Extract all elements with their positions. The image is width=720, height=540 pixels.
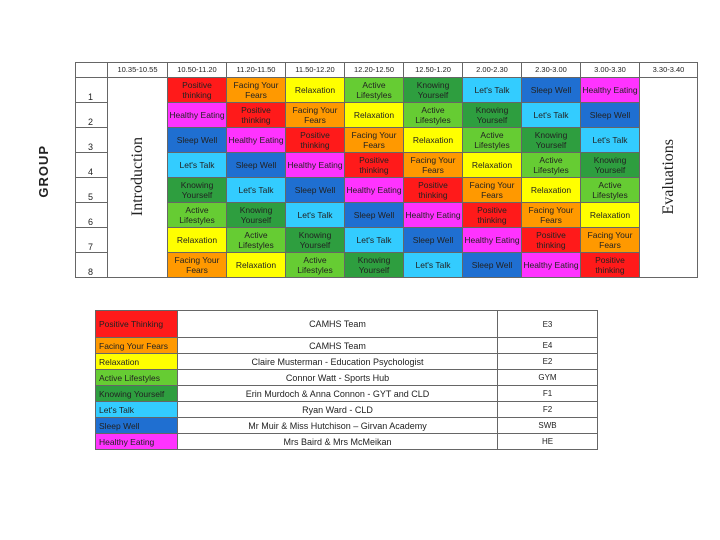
legend-room: HE [498,434,598,450]
legend-provider: Claire Musterman - Education Psychologist [178,354,498,370]
session-cell: Healthy Eating [345,178,404,203]
session-cell: Knowing Yourself [286,228,345,253]
time-slot-header: 10.50-11.20 [168,63,227,78]
session-cell: Positive thinking [345,153,404,178]
session-cell: Facing Your Fears [345,128,404,153]
legend-session-swatch: Active Lifestyles [96,370,178,386]
legend-session-swatch: Positive Thinking [96,311,178,338]
legend-room: E3 [498,311,598,338]
session-cell: Let's Talk [581,128,640,153]
session-cell: Facing Your Fears [522,203,581,228]
session-cell: Active Lifestyles [345,78,404,103]
group-row [76,178,698,203]
legend-provider: Connor Watt - Sports Hub [178,370,498,386]
session-cell: Healthy Eating [168,103,227,128]
session-cell: Knowing Yourself [345,253,404,278]
session-cell: Healthy Eating [404,203,463,228]
header-blank-cell [76,63,108,78]
legend-room: E4 [498,338,598,354]
session-cell: Relaxation [345,103,404,128]
group-row [76,203,698,228]
group-number: 8 [76,253,108,278]
session-cell: Relaxation [227,253,286,278]
evaluations-cell [640,78,698,278]
session-cell: Active Lifestyles [168,203,227,228]
legend-room: F2 [498,402,598,418]
session-cell: Facing Your Fears [463,178,522,203]
session-cell: Knowing Yourself [227,203,286,228]
session-cell: Facing Your Fears [168,253,227,278]
legend-session-swatch: Let's Talk [96,402,178,418]
session-cell: Relaxation [404,128,463,153]
legend-room: SWB [498,418,598,434]
session-cell: Sleep Well [581,103,640,128]
session-cell: Let's Talk [522,103,581,128]
group-row [76,228,698,253]
time-slot-header: 3.00-3.30 [581,63,640,78]
group-row [76,103,698,128]
session-cell: Facing Your Fears [404,153,463,178]
session-cell: Active Lifestyles [463,128,522,153]
session-cell: Let's Talk [168,153,227,178]
session-cell: Healthy Eating [227,128,286,153]
group-row [76,78,698,103]
group-number: 3 [76,128,108,153]
session-cell: Healthy Eating [581,78,640,103]
session-cell: Healthy Eating [463,228,522,253]
schedule-table [75,62,698,278]
legend-provider: CAMHS Team [178,311,498,338]
session-cell: Facing Your Fears [581,228,640,253]
group-number: 5 [76,178,108,203]
group-row [76,128,698,153]
group-axis-label: GROUP [36,145,51,198]
session-legend-table [95,310,598,450]
session-cell: Knowing Yourself [581,153,640,178]
legend-row [96,311,598,338]
introduction-label: Introduction [128,136,146,217]
group-number: 4 [76,153,108,178]
legend-provider: Erin Murdoch & Anna Connon - GYT and CLD [178,386,498,402]
legend-provider: CAMHS Team [178,338,498,354]
time-slot-header: 10.35-10.55 [108,63,168,78]
legend-provider: Mr Muir & Miss Hutchison – Girvan Academy [178,418,498,434]
legend-row [96,434,598,450]
legend-room: E2 [498,354,598,370]
session-cell: Let's Talk [227,178,286,203]
session-cell: Relaxation [286,78,345,103]
group-number: 6 [76,203,108,228]
group-row [76,153,698,178]
session-cell: Active Lifestyles [227,228,286,253]
time-slot-header: 2.00-2.30 [463,63,522,78]
session-cell: Healthy Eating [286,153,345,178]
time-slot-header: 3.30-3.40 [640,63,698,78]
legend-row [96,402,598,418]
group-row [76,253,698,278]
time-slot-header: 11.50-12.20 [286,63,345,78]
group-number: 1 [76,78,108,103]
session-cell: Positive thinking [227,103,286,128]
session-cell: Healthy Eating [522,253,581,278]
legend-session-swatch: Sleep Well [96,418,178,434]
group-number: 7 [76,228,108,253]
session-cell: Active Lifestyles [404,103,463,128]
time-slot-header: 12.20-12.50 [345,63,404,78]
session-cell: Knowing Yourself [522,128,581,153]
session-cell: Knowing Yourself [463,103,522,128]
group-number: 2 [76,103,108,128]
session-cell: Active Lifestyles [286,253,345,278]
legend-row [96,386,598,402]
time-slot-header: 12.50-1.20 [404,63,463,78]
legend-provider: Ryan Ward - CLD [178,402,498,418]
legend-row [96,354,598,370]
session-cell: Positive thinking [404,178,463,203]
legend-session-swatch: Facing Your Fears [96,338,178,354]
legend-row [96,370,598,386]
session-cell: Sleep Well [522,78,581,103]
session-cell: Sleep Well [463,253,522,278]
session-cell: Relaxation [581,203,640,228]
legend-row [96,338,598,354]
session-cell: Positive thinking [581,253,640,278]
session-cell: Active Lifestyles [581,178,640,203]
session-cell: Sleep Well [345,203,404,228]
session-cell: Sleep Well [286,178,345,203]
time-slot-header: 2.30-3.00 [522,63,581,78]
session-cell: Sleep Well [168,128,227,153]
legend-row [96,418,598,434]
session-cell: Relaxation [463,153,522,178]
time-slot-header: 11.20-11.50 [227,63,286,78]
session-cell: Sleep Well [404,228,463,253]
session-cell: Knowing Yourself [168,178,227,203]
session-cell: Sleep Well [227,153,286,178]
evaluations-label: Evaluations [659,138,677,215]
session-cell: Positive thinking [463,203,522,228]
session-cell: Let's Talk [345,228,404,253]
session-cell: Facing Your Fears [227,78,286,103]
session-cell: Relaxation [168,228,227,253]
session-cell: Let's Talk [404,253,463,278]
legend-session-swatch: Relaxation [96,354,178,370]
legend-room: F1 [498,386,598,402]
introduction-cell [108,78,168,278]
session-cell: Knowing Yourself [404,78,463,103]
session-cell: Relaxation [522,178,581,203]
legend-room: GYM [498,370,598,386]
session-cell: Active Lifestyles [522,153,581,178]
session-cell: Facing Your Fears [286,103,345,128]
session-cell: Positive thinking [286,128,345,153]
session-cell: Positive thinking [168,78,227,103]
legend-session-swatch: Healthy Eating [96,434,178,450]
session-cell: Let's Talk [463,78,522,103]
session-cell: Let's Talk [286,203,345,228]
session-cell: Positive thinking [522,228,581,253]
legend-provider: Mrs Baird & Mrs McMeikan [178,434,498,450]
legend-session-swatch: Knowing Yourself [96,386,178,402]
